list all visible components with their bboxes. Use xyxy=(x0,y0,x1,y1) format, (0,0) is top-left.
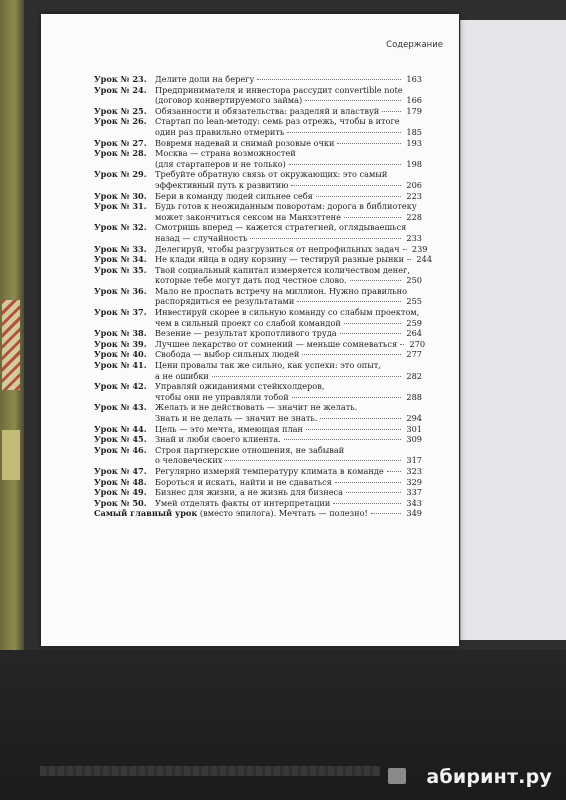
page-number: 228 xyxy=(406,211,422,222)
toc-entry xyxy=(94,148,422,169)
toc-entry xyxy=(94,169,422,190)
lesson-number: Урок № 38. xyxy=(94,328,147,339)
watermark: абиринт.ру xyxy=(426,766,552,788)
page-number: 193 xyxy=(406,137,422,148)
lesson-title: Мало не проспать встречу на миллион. Нужно правильно xyxy=(155,285,408,296)
final-lesson-lead: Самый главный урок xyxy=(94,508,198,519)
lesson-title: Везение — результат кропотливого труда xyxy=(155,328,337,339)
dot-leader xyxy=(350,280,401,281)
page-number: 259 xyxy=(406,317,422,328)
lesson-title: Инвестируй скорее в сильную команду со слабым проектом, xyxy=(155,307,420,318)
lesson-title: назад — случайность xyxy=(155,232,248,243)
lesson-title: Будь готов к неожиданным поворотам: дорога в библиотеку xyxy=(155,201,417,212)
toc-entry xyxy=(94,201,422,222)
page-number: 329 xyxy=(406,476,422,487)
lesson-title: Обязанности и обязательства: разделяй и властвуй xyxy=(155,105,380,116)
dot-leader xyxy=(320,418,401,419)
dot-leader xyxy=(257,79,401,80)
lesson-number: Урок № 49. xyxy=(94,487,147,498)
toc-entry xyxy=(94,402,422,423)
dot-leader xyxy=(287,132,401,133)
lesson-number: Урок № 48. xyxy=(94,476,147,487)
dot-leader xyxy=(344,217,401,218)
toc-entry xyxy=(94,349,422,360)
dot-leader xyxy=(407,259,411,260)
page-number: 185 xyxy=(406,126,422,137)
lesson-title: Лучшее лекарство от сомнений — меньше сомневаться xyxy=(155,338,398,349)
toc-entry xyxy=(94,116,422,137)
lesson-title: Бери в команду людей сильнее себя xyxy=(155,190,313,201)
bleed-through-text xyxy=(40,766,380,776)
dot-leader xyxy=(297,301,401,302)
toc-entry xyxy=(94,424,422,435)
dot-leader xyxy=(403,249,407,250)
lesson-title: Требуйте обратную связь от окружающих: это самый xyxy=(155,169,388,180)
lesson-number: Урок № 33. xyxy=(94,243,147,254)
lesson-number: Урок № 28. xyxy=(94,148,147,159)
lesson-title: чтобы они не управляли тобой xyxy=(155,391,289,402)
lesson-number: Урок № 26. xyxy=(94,116,147,127)
final-lesson-title: (вместо эпилога). Мечтать — полезно! xyxy=(197,508,368,519)
dot-leader xyxy=(337,143,401,144)
lesson-number: Урок № 35. xyxy=(94,264,147,275)
toc-entry xyxy=(94,466,422,477)
lesson-title: Желать и не действовать — значит не желать. xyxy=(155,402,358,413)
lesson-number: Урок № 36. xyxy=(94,285,147,296)
toc-entry xyxy=(94,265,422,286)
page-number: 166 xyxy=(406,95,422,106)
lesson-title: (для стартаперов и не только) xyxy=(155,158,286,169)
toc-entry xyxy=(94,254,433,265)
toc-entry xyxy=(94,487,422,498)
lesson-title: может закончиться сексом на Манхэттене xyxy=(155,211,341,222)
page-number: 270 xyxy=(409,338,426,349)
lesson-title: Знай и люби своего клиента. xyxy=(155,434,281,445)
lesson-title: Умей отделять факты от интерпретации xyxy=(155,497,331,508)
dot-leader xyxy=(387,471,401,472)
toc-entry-final xyxy=(94,508,422,519)
toc-entry xyxy=(94,74,422,85)
lesson-number: Урок № 45. xyxy=(94,434,147,445)
page-number: 223 xyxy=(406,190,422,201)
page-number: 264 xyxy=(406,328,422,339)
toc-entry xyxy=(94,243,428,255)
page-number: 309 xyxy=(406,434,422,445)
lesson-number: Урок № 24. xyxy=(94,84,147,95)
page-number: 282 xyxy=(406,370,422,381)
dot-leader xyxy=(346,492,401,493)
page-number: 349 xyxy=(406,508,422,519)
toc-entry xyxy=(94,106,422,117)
toc-entry xyxy=(94,381,422,402)
lesson-title: Твой социальный капитал измеряется количеством денег, xyxy=(155,264,410,275)
lesson-title: Управляй ожиданиями стейкхолдеров, xyxy=(155,381,325,392)
lesson-number: Урок № 34. xyxy=(94,254,147,265)
lesson-title: Бизнес для жизни, а не жизнь для бизнеса xyxy=(155,487,344,498)
lesson-number: Урок № 41. xyxy=(94,360,147,371)
lesson-number: Урок № 29. xyxy=(94,169,147,180)
dot-leader xyxy=(306,429,401,430)
page-number: 277 xyxy=(406,349,422,360)
lesson-number: Урок № 25. xyxy=(94,105,147,116)
lesson-title: Вовремя надевай и снимай розовые очки xyxy=(155,137,335,148)
lesson-number: Урок № 43. xyxy=(94,402,147,413)
toc-entry xyxy=(94,191,422,202)
page-number: 255 xyxy=(406,296,422,307)
lesson-number: Урок № 47. xyxy=(94,465,147,476)
toc-entry xyxy=(94,222,422,243)
lesson-number: Урок № 39. xyxy=(94,338,147,349)
page-number: 343 xyxy=(406,497,422,508)
toc-entry xyxy=(94,477,422,488)
toc-entry xyxy=(94,360,422,381)
dot-leader xyxy=(344,323,401,324)
toc-entry xyxy=(94,286,422,307)
lesson-number: Урок № 42. xyxy=(94,381,147,392)
lesson-title: чем в сильный проект со слабой командой xyxy=(155,317,341,328)
toc-entry xyxy=(94,445,422,466)
lesson-title: Свобода — выбор сильных людей xyxy=(155,349,300,360)
lesson-number: Урок № 40. xyxy=(94,349,147,360)
table-of-contents xyxy=(94,74,433,519)
lesson-title: эффективный путь к развитию xyxy=(155,179,289,190)
page-number: 244 xyxy=(416,254,433,265)
page-number: 323 xyxy=(406,465,422,476)
lesson-number: Урок № 46. xyxy=(94,444,147,455)
toc-entry xyxy=(94,138,422,149)
lesson-number: Урок № 32. xyxy=(94,222,147,233)
page-number: 198 xyxy=(406,158,422,169)
lesson-number: Урок № 31. xyxy=(94,201,147,212)
lesson-title: Предпринимателя и инвестора рассудит convertible note xyxy=(155,84,403,95)
lesson-number: Урок № 27. xyxy=(94,137,147,148)
dot-leader xyxy=(382,111,401,112)
lesson-number: Урок № 44. xyxy=(94,423,147,434)
page-number: 337 xyxy=(406,487,422,498)
dot-leader xyxy=(225,460,401,461)
dot-leader xyxy=(316,196,401,197)
lesson-number: Урок № 30. xyxy=(94,190,147,201)
dot-leader xyxy=(250,238,401,239)
page-number: 239 xyxy=(411,243,428,254)
page-number: 317 xyxy=(406,455,422,466)
lesson-title: Строя партнерские отношения, не забывай xyxy=(155,444,345,455)
lesson-number: Урок № 50. xyxy=(94,497,147,508)
lesson-number: Урок № 23. xyxy=(94,74,147,84)
lesson-number: Урок № 37. xyxy=(94,307,147,318)
lesson-title: Регулярно измеряй температуру климата в команде xyxy=(155,465,384,476)
dot-leader xyxy=(292,397,401,398)
back-sheet xyxy=(460,20,566,640)
labirint-logo-icon xyxy=(388,768,406,784)
toc-entry xyxy=(94,498,422,509)
toc-entry xyxy=(94,328,422,339)
lesson-title: Цель — это мечта, имеющая план xyxy=(155,423,303,434)
toc-entry xyxy=(94,85,422,106)
lesson-title: Бороться и искать, найти и не сдаваться xyxy=(155,476,332,487)
dot-leader xyxy=(305,100,401,101)
toc-entry xyxy=(94,434,422,445)
dot-leader xyxy=(212,376,401,377)
lesson-title: Стартап по lean-методу: семь раз отрежь, чтобы в итоге xyxy=(155,116,400,127)
page-number: 206 xyxy=(406,179,422,190)
toc-entry xyxy=(94,307,422,328)
lesson-title: один раз правильно отмерить xyxy=(155,126,285,137)
lesson-title: Москва — страна возможностей xyxy=(155,148,296,159)
dot-leader xyxy=(400,344,404,345)
page-number: 301 xyxy=(406,423,422,434)
page-number: 179 xyxy=(406,105,422,116)
lesson-title: Цени провалы так же сильно, как успехи: это опыт, xyxy=(155,360,381,371)
page-number: 288 xyxy=(406,391,422,402)
lesson-title: Смотришь вперед — кажется стратегией, оглядываешься xyxy=(155,222,407,233)
dot-leader xyxy=(302,354,401,355)
toc-entry xyxy=(94,338,426,350)
lesson-title: Делегируй, чтобы разгрузиться от непрофильных задач xyxy=(155,243,400,254)
lesson-title: которые тебе могут дать под честное слово. xyxy=(155,275,347,286)
lesson-title: Знать и не делать — значит не знать. xyxy=(155,413,318,423)
dot-leader xyxy=(340,333,401,334)
running-head: Содержание xyxy=(386,40,443,50)
dot-leader xyxy=(333,503,401,504)
dot-leader xyxy=(284,439,401,440)
lesson-title: распорядиться ее результатами xyxy=(155,296,295,307)
page-number: 250 xyxy=(406,275,422,286)
dot-leader xyxy=(291,185,401,186)
page-number: 294 xyxy=(406,413,422,423)
page-number: 163 xyxy=(406,74,422,84)
dot-leader xyxy=(335,482,401,483)
lesson-title: Делите доли на берегу xyxy=(155,74,255,84)
lesson-title: (договор конвертируемого займа) xyxy=(155,95,303,106)
lesson-title: а не ошибки xyxy=(155,370,209,381)
dot-leader xyxy=(289,164,401,165)
lesson-title: Не клади яйца в одну корзину — тестируй разные рынки xyxy=(155,254,405,265)
lesson-title: о человеческих xyxy=(155,455,223,466)
page-number: 233 xyxy=(406,232,422,243)
dot-leader xyxy=(371,513,401,514)
